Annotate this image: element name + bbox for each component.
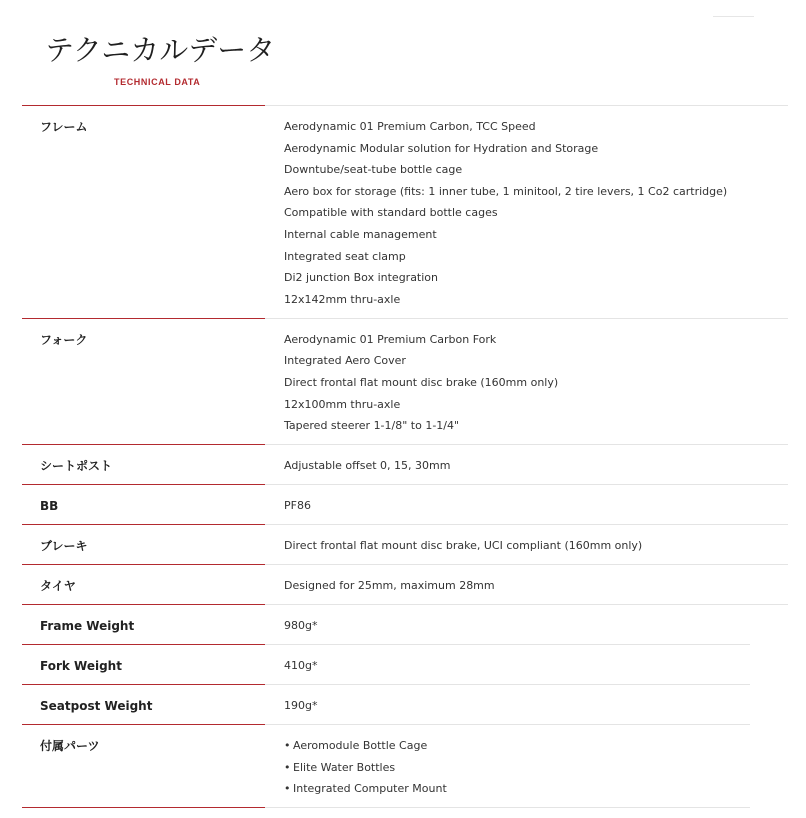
spec-value: Aerodynamic 01 Premium Carbon Fork: [284, 332, 497, 346]
spec-value: Internal cable management: [284, 227, 437, 241]
spec-value: 410g*: [284, 659, 318, 673]
spec-label: フレーム: [40, 120, 88, 134]
spec-row-frame-weight: [22, 604, 788, 644]
spec-table-bottom-border: [22, 807, 788, 808]
spec-row-accessories: [22, 724, 788, 807]
spec-label: Fork Weight: [40, 659, 122, 674]
top-divider: [713, 16, 754, 17]
spec-label: タイヤ: [40, 579, 76, 594]
spec-value: Direct frontal flat mount disc brake, UCI compliant (160mm only): [284, 539, 643, 553]
spec-table: [22, 105, 788, 808]
accessory-item: Integrated Computer Mount: [293, 782, 447, 796]
spec-values: [284, 332, 558, 434]
spec-value: Compatible with standard bottle cages: [284, 206, 498, 220]
spec-values: [284, 698, 317, 714]
spec-label: BB: [40, 499, 59, 514]
accessory-item: Elite Water Bottles: [293, 760, 396, 774]
spec-row-seatpost-weight: [22, 684, 788, 724]
spec-value: Designed for 25mm, maximum 28mm: [284, 579, 495, 593]
spec-values: [284, 578, 495, 594]
spec-values: [284, 538, 642, 554]
spec-value: Aerodynamic 01 Premium Carbon, TCC Speed: [284, 120, 536, 133]
accessory-item: Aeromodule Bottle Cage: [293, 739, 428, 753]
page-title: テクニカルデータ: [45, 33, 276, 67]
spec-values: [284, 119, 727, 308]
spec-value: 12x100mm thru-axle: [284, 397, 401, 411]
bullet-icon: •: [284, 760, 291, 774]
spec-values: [284, 618, 317, 634]
spec-label: 付属パーツ: [40, 739, 100, 754]
spec-label: ブレーキ: [40, 539, 88, 554]
spec-label: フォーク: [40, 332, 88, 347]
spec-row-bb: [22, 484, 788, 524]
spec-row-seatpost: [22, 444, 788, 484]
spec-values: [284, 738, 447, 797]
spec-value: Adjustable offset 0, 15, 30mm: [284, 459, 451, 473]
spec-value: Integrated seat clamp: [284, 249, 406, 263]
bullet-icon: •: [284, 739, 291, 753]
spec-value: Tapered steerer 1-1/8" to 1-1/4": [284, 419, 460, 433]
spec-row-brake: [22, 524, 788, 564]
spec-value: Aero box for storage (fits: 1 inner tube, 1 minitool, 2 tire levers, 1 Co2 cartridge): [284, 184, 728, 198]
spec-value: [284, 781, 447, 797]
page-subtitle: TECHNICAL DATA: [114, 77, 201, 87]
bullet-icon: •: [284, 782, 291, 796]
spec-row-tire: [22, 564, 788, 604]
spec-row-fork: [22, 318, 788, 444]
spec-value: 190g*: [284, 699, 318, 713]
spec-value: 12x142mm thru-axle: [284, 292, 401, 306]
spec-label: Frame Weight: [40, 619, 135, 634]
spec-value: PF86: [284, 499, 311, 513]
spec-label: Seatpost Weight: [40, 699, 153, 714]
spec-row-fork-weight: [22, 644, 788, 684]
spec-label: シートポスト: [40, 459, 113, 474]
spec-value: [284, 760, 447, 782]
spec-values: [284, 458, 450, 474]
spec-values: [284, 498, 311, 514]
spec-value: Direct frontal flat mount disc brake (160mm only): [284, 375, 559, 389]
spec-row-frame: [22, 105, 788, 318]
spec-values: [284, 658, 317, 674]
spec-value: [284, 738, 447, 760]
spec-value: Aerodynamic Modular solution for Hydration and Storage: [284, 141, 599, 155]
spec-value: 980g*: [284, 619, 318, 633]
spec-value: Integrated Aero Cover: [284, 354, 406, 368]
spec-value: Downtube/seat-tube bottle cage: [284, 163, 463, 177]
spec-value: Di2 junction Box integration: [284, 271, 439, 285]
